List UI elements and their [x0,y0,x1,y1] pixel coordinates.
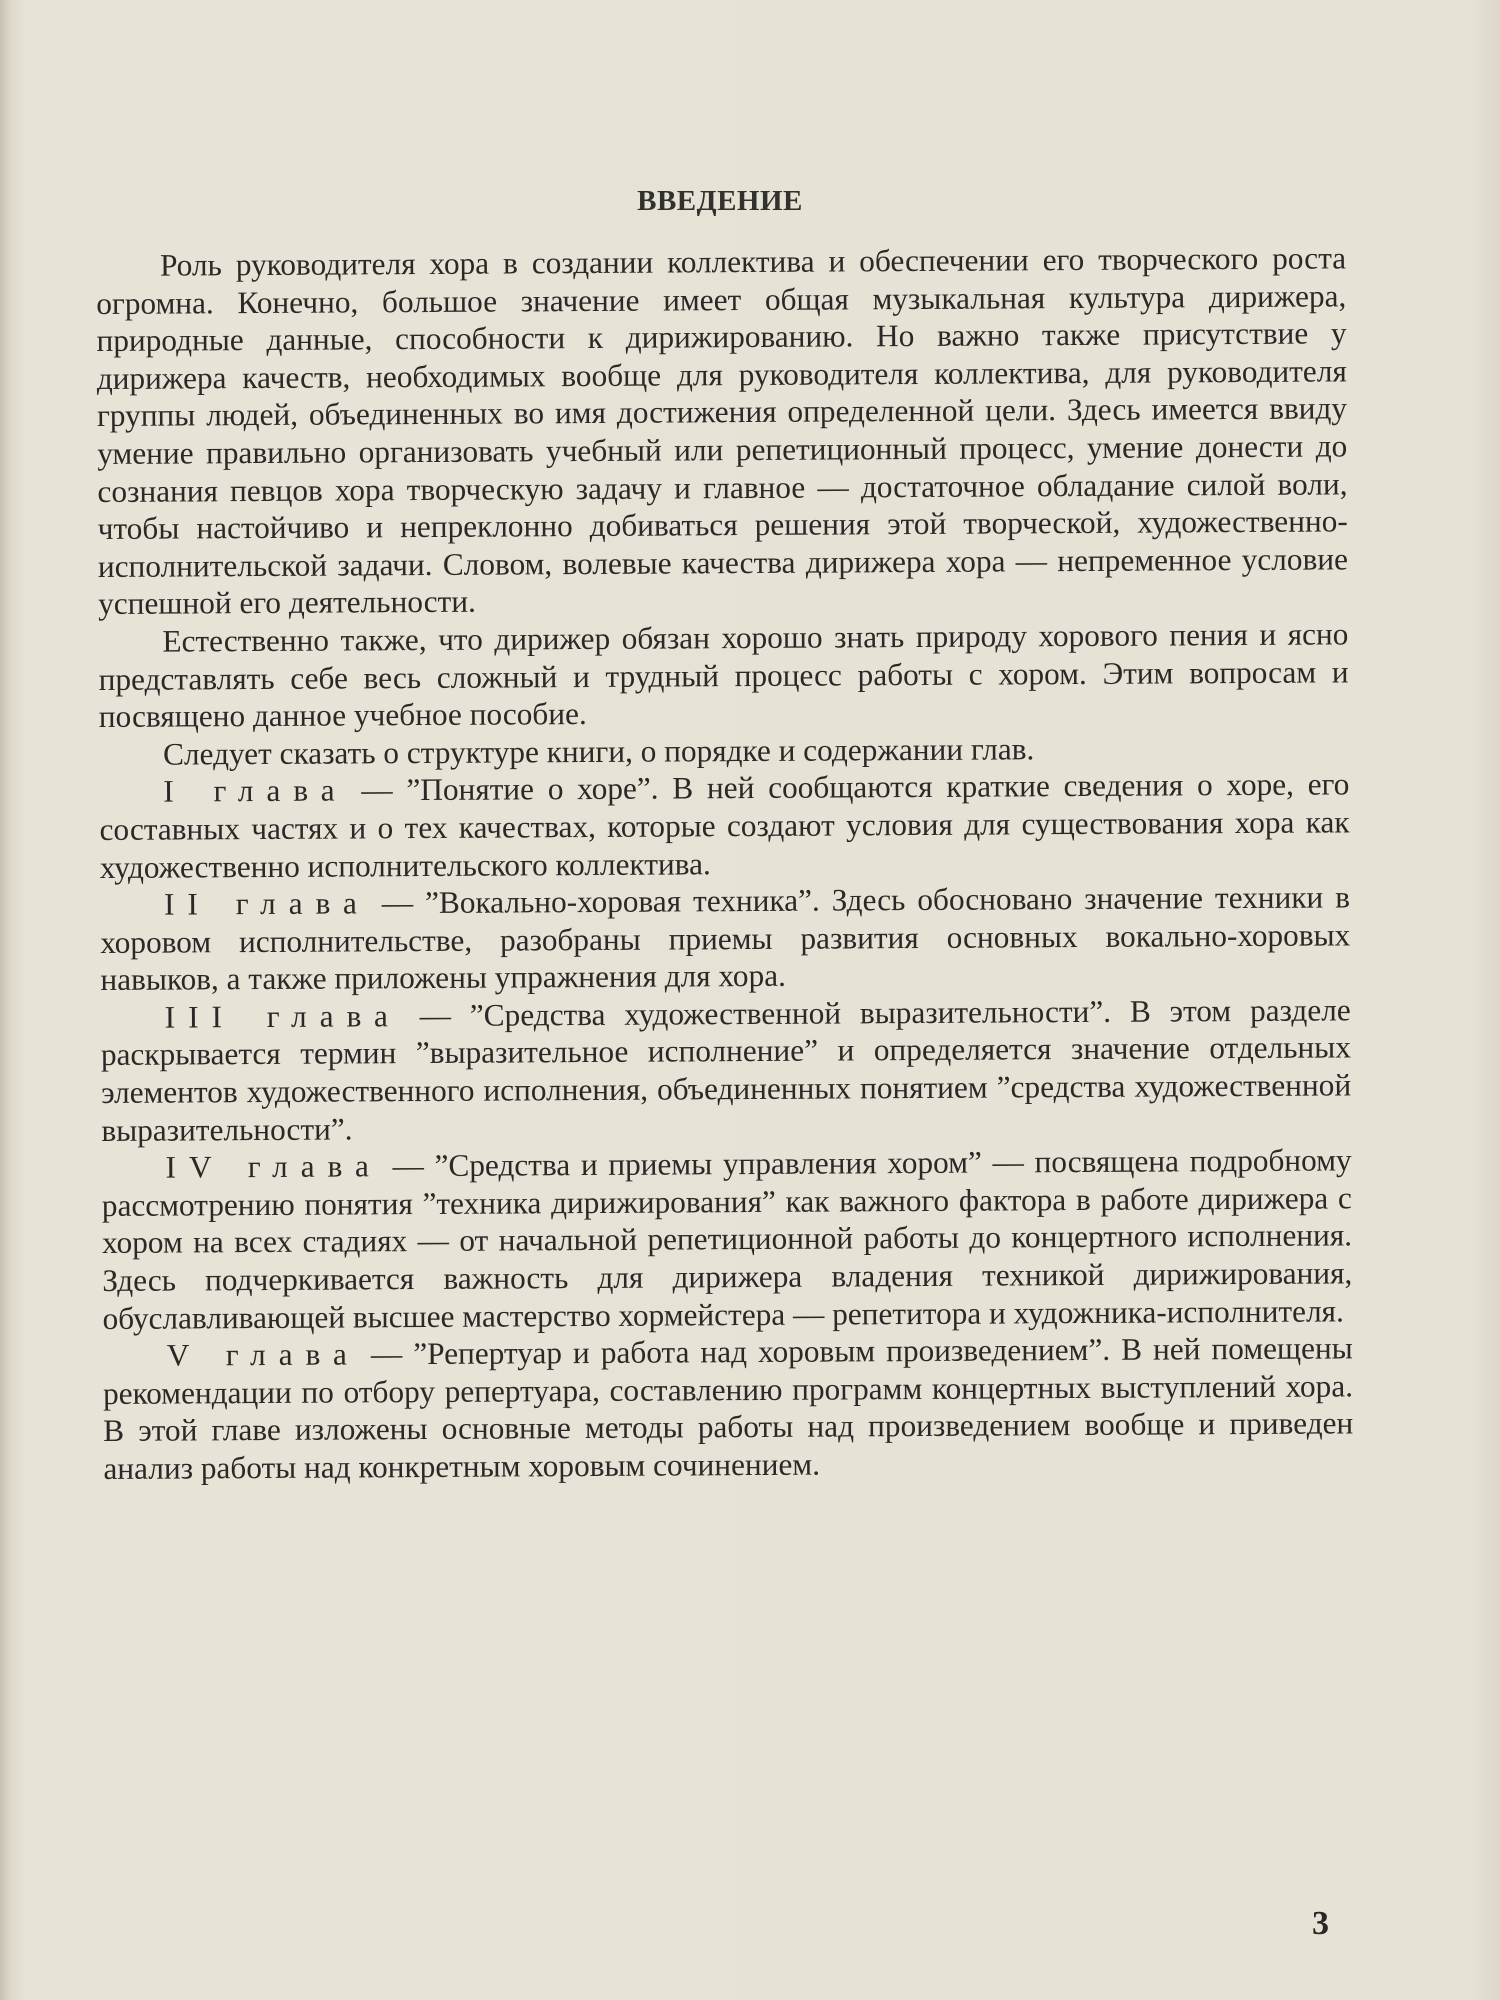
paragraph-chapter-5 [103,1330,1354,1488]
chapter-5-label: V глава [166,1336,360,1373]
page-title: ВВЕДЕНИЕ [637,185,803,218]
chapter-3-label: III глава [164,998,401,1035]
paragraph-nature: Естественно также, что дирижер обязан хорошо знать природу хорового пения и ясно представлять себе весь сложный и трудный процесс работы с хором. Этим вопросам и посвящено данное учебное пособие. [98,616,1349,735]
paragraph-structure: Следует сказать о структуре книги, о порядке и содержании глав. [162,730,1035,772]
body-text [96,239,1354,1487]
paragraph-chapter-3 [101,991,1352,1149]
paragraph-chapter-4 [102,1142,1353,1338]
page-number: 3 [1312,1905,1329,1942]
chapter-4-label: IV глава [165,1148,382,1185]
paragraph-intro: Роль руководителя хора в создании коллектива и обеспечении его творческого роста огромна. Конечно, большое значение имеет общая музыкальная культура дирижера, природные данные, способности к дирижированию. Но важно также присутствие у дирижера качеств, необходимых вообще для руководителя коллектива, для руководителя группы людей, объединенных во имя достижения определенной цели. Здесь имеется ввиду умение правильно организовать учебный или репетиционный процесс, умение донести до сознания певцов хора творческую задачу и главное — достаточное обладание силой воли, чтобы настойчиво и непреклонно добиваться решения этой творческой, художественно-исполнительской задачи. Словом, волевые качества дирижера хора — непременное условие успешной его деятельности. [96,240,1349,622]
paragraph-chapter-2 [100,878,1351,998]
chapter-3-text: — ”Средства художественной выразительности”. В этом разделе раскрывается термин ”выразительное исполнение” и определяется значение отдельных элементов художественного исполнения, объединенных понятием ”средства художественной выразительности”. [100,992,1352,1148]
chapter-2-label: II глава [163,885,370,922]
chapter-4-text: — ”Средства и приемы управления хором” — посвящена подробному рассмотрению понятия ”техника дирижирования” как важного фактора в работе дирижера с хором на всех стадиях — от начальной репетиционной работы до концертного исполнения. Здесь подчеркивается важность для дирижера владения техникой дирижирования, обуславливающей высшее мастерство хормейстера — репетитора и художника-исполнителя. [101,1142,1353,1336]
chapter-2-text: — ”Вокально-хоровая техника”. Здесь обосновано значение техники в хоровом исполнительстве, разобраны приемы развития основных вокально-хоровых навыков, а также приложены упражнения для хора. [100,879,1351,998]
chapter-5-text: — ”Репертуар и работа над хоровым произведением”. В ней помещены рекомендации по отбору репертуара, составлению программ концертных выступлений хора. В этой главе изложены основные методы работы над произведением вообще и приведен анализ работы над конкретным хоровым сочинением. [102,1330,1354,1486]
paragraph-chapter-1 [99,766,1350,886]
chapter-1-label: I глава [163,772,348,809]
chapter-1-text: — ”Понятие о хоре”. В ней сообщаются краткие сведения о хоре, его составных частях и о тех качествах, которые создают условия для существования хора как художественно исполнительского коллектива. [99,766,1350,885]
